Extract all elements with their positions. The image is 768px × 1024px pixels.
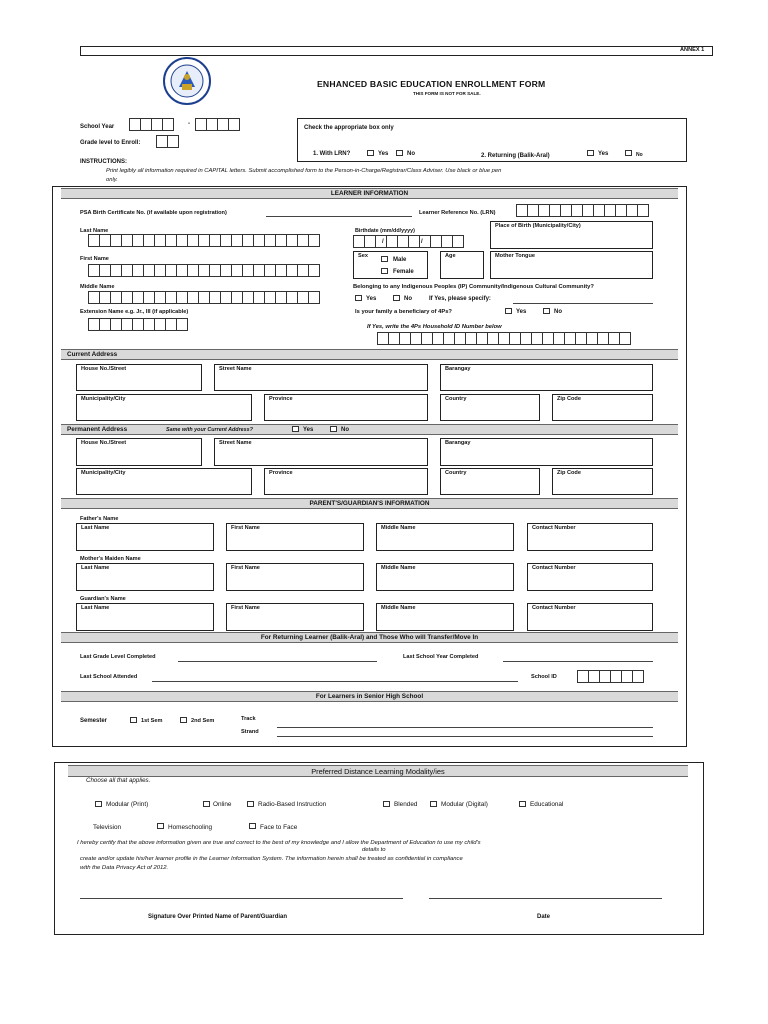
- lrn-yes-label: Yes: [378, 151, 389, 157]
- ip-specify-label: If Yes, please specify:: [429, 296, 491, 302]
- mother-contact-label: Contact Number: [532, 565, 576, 571]
- ip-no-checkbox[interactable]: [393, 295, 400, 301]
- sem1-label: 1st Sem: [141, 718, 163, 724]
- current-barangay-field[interactable]: [440, 364, 653, 391]
- guardian-middle-name-label: Middle Name: [381, 605, 416, 611]
- school-year-end-cells[interactable]: [195, 118, 239, 131]
- modular-print-label: Modular (Print): [106, 801, 149, 808]
- grade-level-cells[interactable]: [156, 135, 178, 148]
- father-last-name-label: Last Name: [81, 525, 110, 531]
- school-id-cells[interactable]: [577, 670, 643, 683]
- mother-first-name-field[interactable]: [226, 563, 364, 591]
- online-checkbox[interactable]: [203, 801, 210, 807]
- lrn-no-label: No: [407, 151, 415, 157]
- f2f-checkbox[interactable]: [249, 823, 256, 829]
- birthdate-slash-1: /: [382, 239, 384, 245]
- returning-label: 2. Returning (Balik-Aral): [481, 153, 550, 159]
- returning-no-label: No: [636, 152, 643, 158]
- mother-last-name-label: Last Name: [81, 565, 110, 571]
- deped-seal: [152, 57, 222, 105]
- age-field[interactable]: [440, 251, 484, 279]
- father-contact-label: Contact Number: [532, 525, 576, 531]
- current-country-field[interactable]: [440, 394, 540, 421]
- current-zip-label: Zip Code: [557, 396, 581, 402]
- current-municipality-label: Municipality/City: [81, 396, 126, 402]
- form-subtitle: THIS FORM IS NOT FOR SALE.: [413, 91, 481, 96]
- blended-checkbox[interactable]: [383, 801, 390, 807]
- mother-first-name-label: First Name: [231, 565, 260, 571]
- modular-print-checkbox[interactable]: [95, 801, 102, 807]
- extension-label: Extension Name e.g. Jr., III (if applicable): [80, 309, 189, 315]
- ip-no-label: No: [404, 296, 412, 302]
- guardian-first-name-label: First Name: [231, 605, 260, 611]
- same-address-no-label: No: [341, 427, 349, 433]
- lrn-yes-checkbox[interactable]: [367, 150, 374, 156]
- homeschooling-label: Homeschooling: [168, 824, 213, 831]
- educational-checkbox[interactable]: [519, 801, 526, 807]
- learner-info-header: LEARNER INFORMATION: [61, 188, 678, 199]
- mother-middle-name-label: Middle Name: [381, 565, 416, 571]
- educational-label: Educational: [530, 801, 564, 808]
- sem2-label: 2nd Sem: [191, 718, 215, 724]
- sex-label: Sex: [358, 253, 368, 259]
- permanent-municipality-field[interactable]: [76, 468, 252, 495]
- signature-label: Signature Over Printed Name of Parent/Guardian: [148, 914, 288, 920]
- form-title: ENHANCED BASIC EDUCATION ENROLLMENT FORM: [317, 79, 546, 89]
- same-address-yes-label: Yes: [303, 427, 314, 433]
- current-province-label: Province: [269, 396, 293, 402]
- female-checkbox[interactable]: [381, 268, 388, 274]
- father-middle-name-field[interactable]: [376, 523, 514, 551]
- fourps-id-label: If Yes, write the 4Ps Household ID Number below: [367, 324, 502, 330]
- lrn-cells[interactable]: [516, 204, 648, 217]
- strand-label: Strand: [241, 729, 259, 735]
- current-country-label: Country: [445, 396, 467, 402]
- mother-last-name-field[interactable]: [76, 563, 214, 591]
- returning-header: For Returning Learner (Balik-Aral) and Those Who will Transfer/Move In: [61, 632, 678, 643]
- sex-field: [353, 251, 428, 279]
- signature-line[interactable]: [80, 898, 403, 899]
- fourps-no-label: No: [554, 309, 562, 315]
- guardian-middle-name-field[interactable]: [376, 603, 514, 631]
- mother-tongue-field[interactable]: [490, 251, 653, 279]
- permanent-house-label: House No./Street: [81, 440, 127, 446]
- middle-name-label: Middle Name: [80, 284, 115, 290]
- last-sy-line[interactable]: [503, 661, 653, 662]
- parents-header: PARENT'S/GUARDIAN'S INFORMATION: [61, 498, 678, 509]
- instructions-text-2: only.: [106, 177, 118, 183]
- same-address-yes-checkbox[interactable]: [292, 426, 299, 432]
- annex-bar: [80, 46, 713, 56]
- guardian-last-name-field[interactable]: [76, 603, 214, 631]
- psa-line[interactable]: [266, 216, 412, 217]
- certification-line-4: with the Data Privacy Act of 2012.: [80, 865, 169, 871]
- father-last-name-field[interactable]: [76, 523, 214, 551]
- permanent-province-field[interactable]: [264, 468, 428, 495]
- mother-contact-field[interactable]: [527, 563, 653, 591]
- semester-label: Semester: [80, 718, 108, 724]
- instructions-label: INSTRUCTIONS:: [80, 159, 127, 165]
- guardian-contact-label: Contact Number: [532, 605, 576, 611]
- mother-middle-name-field[interactable]: [376, 563, 514, 591]
- psa-label: PSA Birth Certificate No. (if available upon registration): [80, 210, 227, 216]
- modality-header: [68, 765, 688, 777]
- returning-yes-label: Yes: [598, 151, 609, 157]
- male-checkbox[interactable]: [381, 256, 388, 262]
- last-school-label: Last School Attended: [80, 674, 138, 680]
- same-address-no-checkbox[interactable]: [330, 426, 337, 432]
- fourps-question: Is your family a beneficiary of 4Ps?: [355, 309, 452, 315]
- place-of-birth-label: Place of Birth (Municipality/City): [495, 223, 581, 229]
- birthdate-cells[interactable]: [353, 235, 463, 248]
- permanent-street-label: Street Name: [219, 440, 252, 446]
- same-address-question: Same with your Current Address?: [166, 427, 253, 433]
- permanent-house-field[interactable]: [76, 438, 202, 466]
- fourps-no-checkbox[interactable]: [543, 308, 550, 314]
- modality-header-text: Preferred Distance Learning Modality/ies: [311, 767, 445, 776]
- permanent-barangay-label: Barangay: [445, 440, 471, 446]
- last-grade-label: Last Grade Level Completed: [80, 654, 156, 660]
- permanent-province-label: Province: [269, 470, 293, 476]
- father-label: Father's Name: [80, 516, 119, 522]
- school-year-dash: -: [188, 121, 190, 127]
- check-title: Check the appropriate box only: [304, 125, 394, 131]
- father-contact-field[interactable]: [527, 523, 653, 551]
- permanent-country-label: Country: [445, 470, 467, 476]
- male-label: Male: [393, 257, 407, 263]
- modular-digital-label: Modular (Digital): [441, 801, 488, 808]
- permanent-address-header: Permanent Address: [61, 424, 678, 435]
- mother-label: Mother's Maiden Name: [80, 556, 141, 562]
- father-middle-name-label: Middle Name: [381, 525, 416, 531]
- last-sy-label: Last School Year Completed: [403, 654, 479, 660]
- fourps-yes-checkbox[interactable]: [505, 308, 512, 314]
- date-label: Date: [537, 914, 551, 920]
- school-year-label: School Year: [80, 124, 115, 130]
- returning-yes-checkbox[interactable]: [587, 150, 594, 156]
- fourps-yes-label: Yes: [516, 309, 527, 315]
- certification-line-2: details to: [362, 847, 386, 853]
- last-grade-line[interactable]: [178, 661, 377, 662]
- date-line[interactable]: [429, 898, 662, 899]
- father-first-name-label: First Name: [231, 525, 260, 531]
- current-street-field[interactable]: [214, 364, 428, 391]
- current-house-label: House No./Street: [81, 366, 127, 372]
- certification-line-1: I hereby certify that the above information given are true and correct to the best of my knowledge and I allow the Department of Education to use my child's: [77, 840, 481, 846]
- current-house-field[interactable]: [76, 364, 202, 391]
- choose-label: Choose all that applies.: [86, 777, 151, 784]
- guardian-label: Guardian's Name: [80, 596, 126, 602]
- grade-level-label: Grade level to Enroll:: [80, 140, 141, 146]
- mother-tongue-label: Mother Tongue: [495, 253, 535, 259]
- last-school-line[interactable]: [152, 681, 518, 682]
- first-name-cells[interactable]: [88, 264, 319, 277]
- lrn-label: Learner Reference No. (LRN): [419, 210, 496, 216]
- guardian-first-name-field[interactable]: [226, 603, 364, 631]
- birthdate-label: Birthdate (mm/dd/yyyy): [355, 228, 415, 234]
- current-address-header: Current Address: [61, 349, 678, 360]
- sem1-checkbox[interactable]: [130, 717, 137, 723]
- certification-line-3: create and/or update his/her learner profile in the Learner Information System. The information herein shall be treated as confidential in compliance: [80, 856, 463, 862]
- track-label: Track: [241, 716, 256, 722]
- current-municipality-field[interactable]: [76, 394, 252, 421]
- instructions-text-1: Print legibly all information required in CAPITAL letters. Submit accomplished form to the Person-in-Charge/Registrar/Class Adviser. Use black or blue pen: [106, 168, 502, 174]
- place-of-birth-field[interactable]: [490, 221, 653, 249]
- annex-label: ANNEX 1: [680, 47, 705, 53]
- first-name-label: First Name: [80, 256, 109, 262]
- current-province-field[interactable]: [264, 394, 428, 421]
- middle-name-cells[interactable]: [88, 291, 319, 304]
- f2f-label: Face to Face: [260, 824, 298, 831]
- female-label: Female: [393, 269, 414, 275]
- school-id-label: School ID: [531, 674, 557, 680]
- guardian-last-name-label: Last Name: [81, 605, 110, 611]
- current-zip-field[interactable]: [552, 394, 653, 421]
- blended-label: Blended: [394, 801, 418, 808]
- lrn-no-checkbox[interactable]: [396, 150, 403, 156]
- online-label: Online: [213, 801, 232, 808]
- shs-header: For Learners in Senior High School: [61, 691, 678, 702]
- with-lrn-label: 1. With LRN?: [313, 151, 351, 157]
- permanent-municipality-label: Municipality/City: [81, 470, 126, 476]
- age-label: Age: [445, 253, 456, 259]
- father-first-name-field[interactable]: [226, 523, 364, 551]
- permanent-street-field[interactable]: [214, 438, 428, 466]
- radio-checkbox[interactable]: [247, 801, 254, 807]
- guardian-contact-field[interactable]: [527, 603, 653, 631]
- fourps-id-cells[interactable]: [377, 332, 630, 345]
- last-name-label: Last Name: [80, 228, 109, 234]
- ip-yes-label: Yes: [366, 296, 377, 302]
- returning-no-checkbox[interactable]: [625, 150, 632, 156]
- permanent-barangay-field[interactable]: [440, 438, 653, 466]
- ip-specify-line[interactable]: [513, 303, 653, 304]
- radio-label: Radio-Based Instruction: [258, 801, 327, 808]
- permanent-zip-label: Zip Code: [557, 470, 581, 476]
- permanent-zip-field[interactable]: [552, 468, 653, 495]
- sem2-checkbox[interactable]: [180, 717, 187, 723]
- television-label: Television: [93, 824, 122, 831]
- birthdate-slash-2: /: [421, 239, 423, 245]
- strand-line[interactable]: [277, 736, 653, 737]
- current-street-label: Street Name: [219, 366, 252, 372]
- ip-question: Belonging to any Indigenous Peoples (IP) Community/Indigenous Cultural Community?: [353, 284, 594, 290]
- track-line[interactable]: [277, 727, 653, 728]
- school-year-start-cells[interactable]: [129, 118, 173, 131]
- current-barangay-label: Barangay: [445, 366, 471, 372]
- ip-yes-checkbox[interactable]: [355, 295, 362, 301]
- homeschooling-checkbox[interactable]: [157, 823, 164, 829]
- last-name-cells[interactable]: [88, 234, 319, 247]
- permanent-country-field[interactable]: [440, 468, 540, 495]
- modular-digital-checkbox[interactable]: [430, 801, 437, 807]
- extension-cells[interactable]: [88, 318, 187, 331]
